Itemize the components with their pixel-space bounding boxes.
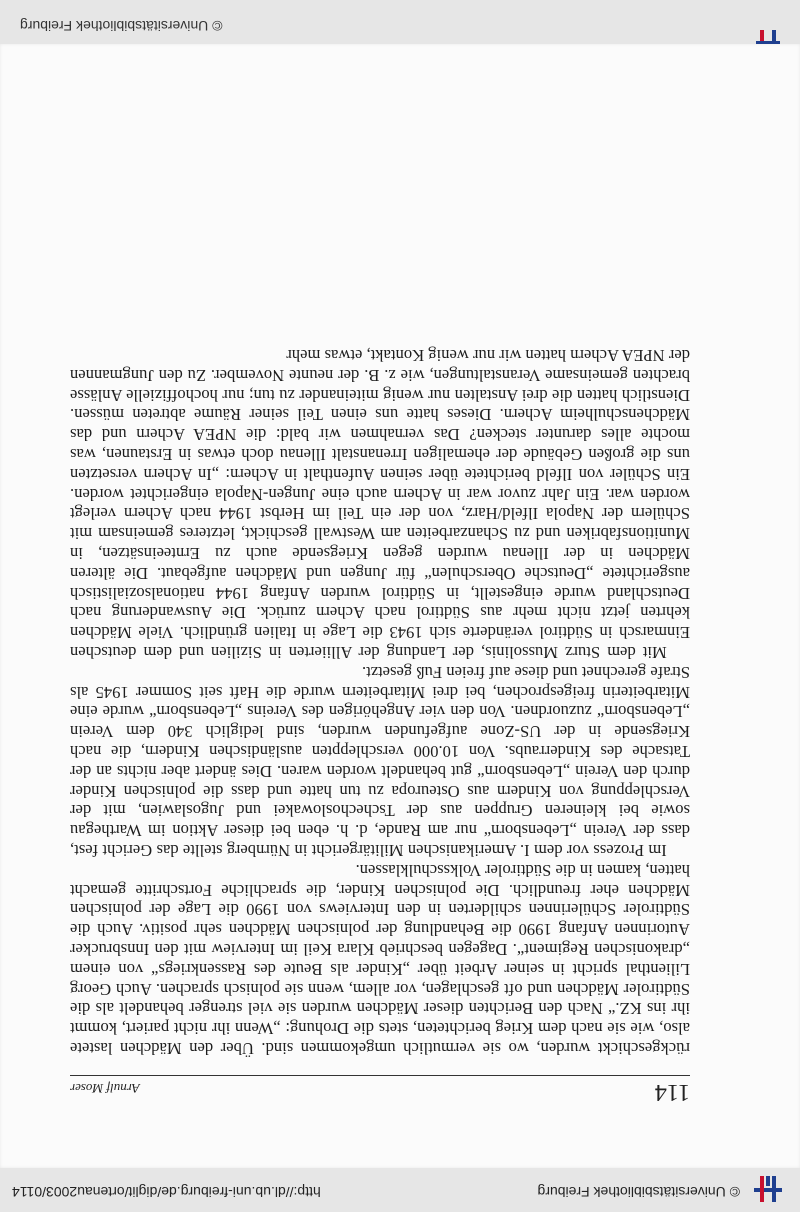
paragraph: Mit dem Sturz Mussolinis, der Landung der Alliierten in Sizilien und dem deutschen Einmarsch in Südtirol veränderte sich 1943 die Lage in Italien gründlich. Viele Mädchen kehrten jetzt nicht mehr aus Südtirol nach Achern zurück. Die Auswanderung nach Deutschland wurde eingestellt, in Südtirol wurden Anfang 1944 nationalsozialistisch ausgerichtete „Deutsche Oberschulen“ für Jungen und Mädchen aufgebaut. Die älteren Mädchen in der Illenau wurden gegen Kriegsende auch zu Ernteeinsätzen, in Munitionsfabriken und zu Schanzarbeiten am Westwall geschickt, letzteres gemeinsam mit Schülern der Napola Ilfeld/Harz, von der ein Teil im Herbst 1944 nach Achern verlegt worden war. Ein Jahr zuvor war in Achern auch eine Jungen-Napola eingerichtet worden. Ein Schüler von Ilfeld berichtete über seinen Aufenthalt in Achern: „In Achern versetzten uns die großen Gebäude der ehemaligen Irrenanstalt Illenau doch etwas in Erstaunen, was mochte alles darunter stecken? Das vernahmen wir bald: die NPEA Achern und das Mädchenschulheim Achern. Dieses hatte uns einen Teil seiner Räume abtreten müssen. Dienstlich hatten die drei Anstalten nur wenig miteinander zu tun; nur hochoffizielle Anlässe brachten gemeinsame Veranstaltungen, wie z. B. der neunte November. Zu den Jungmannen der NPEA Achern hatten wir nur wenig Kontakt, etwas mehr	[70, 346, 690, 663]
page-header	[70, 1075, 690, 1106]
page-number: 114	[654, 1079, 690, 1105]
viewer-bottom-bar	[0, 0, 800, 44]
ub-freiburg-logo-icon	[752, 30, 782, 44]
viewer-top-bar	[0, 1167, 800, 1212]
ub-freiburg-logo-icon	[748, 1172, 788, 1206]
paragraph: Im Prozess vor dem I. Amerikanischen Militärgericht in Nürnberg stellte das Gericht fest, dass der Verein „Lebensborn“ nur am Rande, d. h. eben bei dieser Aktion im Warthegau sowie bei kleineren Gruppen aus der Tschechoslowakei und Jugoslawien, mit der Verschleppung von Kindern aus Osteuropa zu tun hatte und dass die polnischen Kinder durch den Verein „Lebensborn“ gut behandelt worden waren. Dies ändert aber nichts an der Tatsache des Kinderraubs. Von 10.000 verschleppten ausländischen Kindern, die nach Kriegsende in der US-Zone aufgefunden wurden, sind lediglich 340 dem Verein „Lebensborn“ zuzuordnen. Von den vier Angehörigen des Vereins „Lebensborn“ wurde eine Mitarbeiterin freigesprochen, bei drei Mitarbeitern wurde die Haft seit Sommer 1945 als Strafe gerechnet und diese auf freien Fuß gesetzt.	[70, 662, 690, 861]
copyright-source: © Universitätsbibliothek Freiburg	[20, 18, 223, 34]
body-text	[70, 345, 690, 1058]
running-head-author: Arnulf Moser	[70, 1081, 140, 1096]
document-page	[0, 44, 800, 1168]
copyright-source: © Universitätsbibliothek Freiburg	[537, 1184, 740, 1200]
paragraph: rückgeschickt wurden, wo sie vermutlich umgekommen sind. Über den Mädchen lastete also, wie sie nach dem Krieg berichteten, stets die Drohung: „Wenn ihr nicht pariert, kommt ihr ins KZ.“ Nach den Berichten dieser Mädchen wurden sie viel strenger behandelt als die Südtiroler Mädchen und oft geschlagen, vor allem, wenn sie polnisch sprachen. Auch Georg Lilienthal spricht in seiner Arbeit über „Kinder als Beute des Rassenkriegs“ von einem „drakonischen Regiment“. Dagegen beschrieb Klara Keil im Interview mit den Innsbrucker Autorinnen Anfang 1990 die Behandlung der polnischen Mädchen sehr positiv. Auch die Südtiroler Schülerinnen schilderten in den Interviews von 1990 die Lage der polnischen Mädchen eher freundlich. Die polnischen Kinder, die sprachliche Fortschritte gemacht hatten, kamen in die Südtiroler Volksschulklassen.	[70, 860, 690, 1058]
document-url[interactable]: http://dl.ub.uni-freiburg.de/diglit/ortenau2003/0114	[12, 1184, 321, 1200]
